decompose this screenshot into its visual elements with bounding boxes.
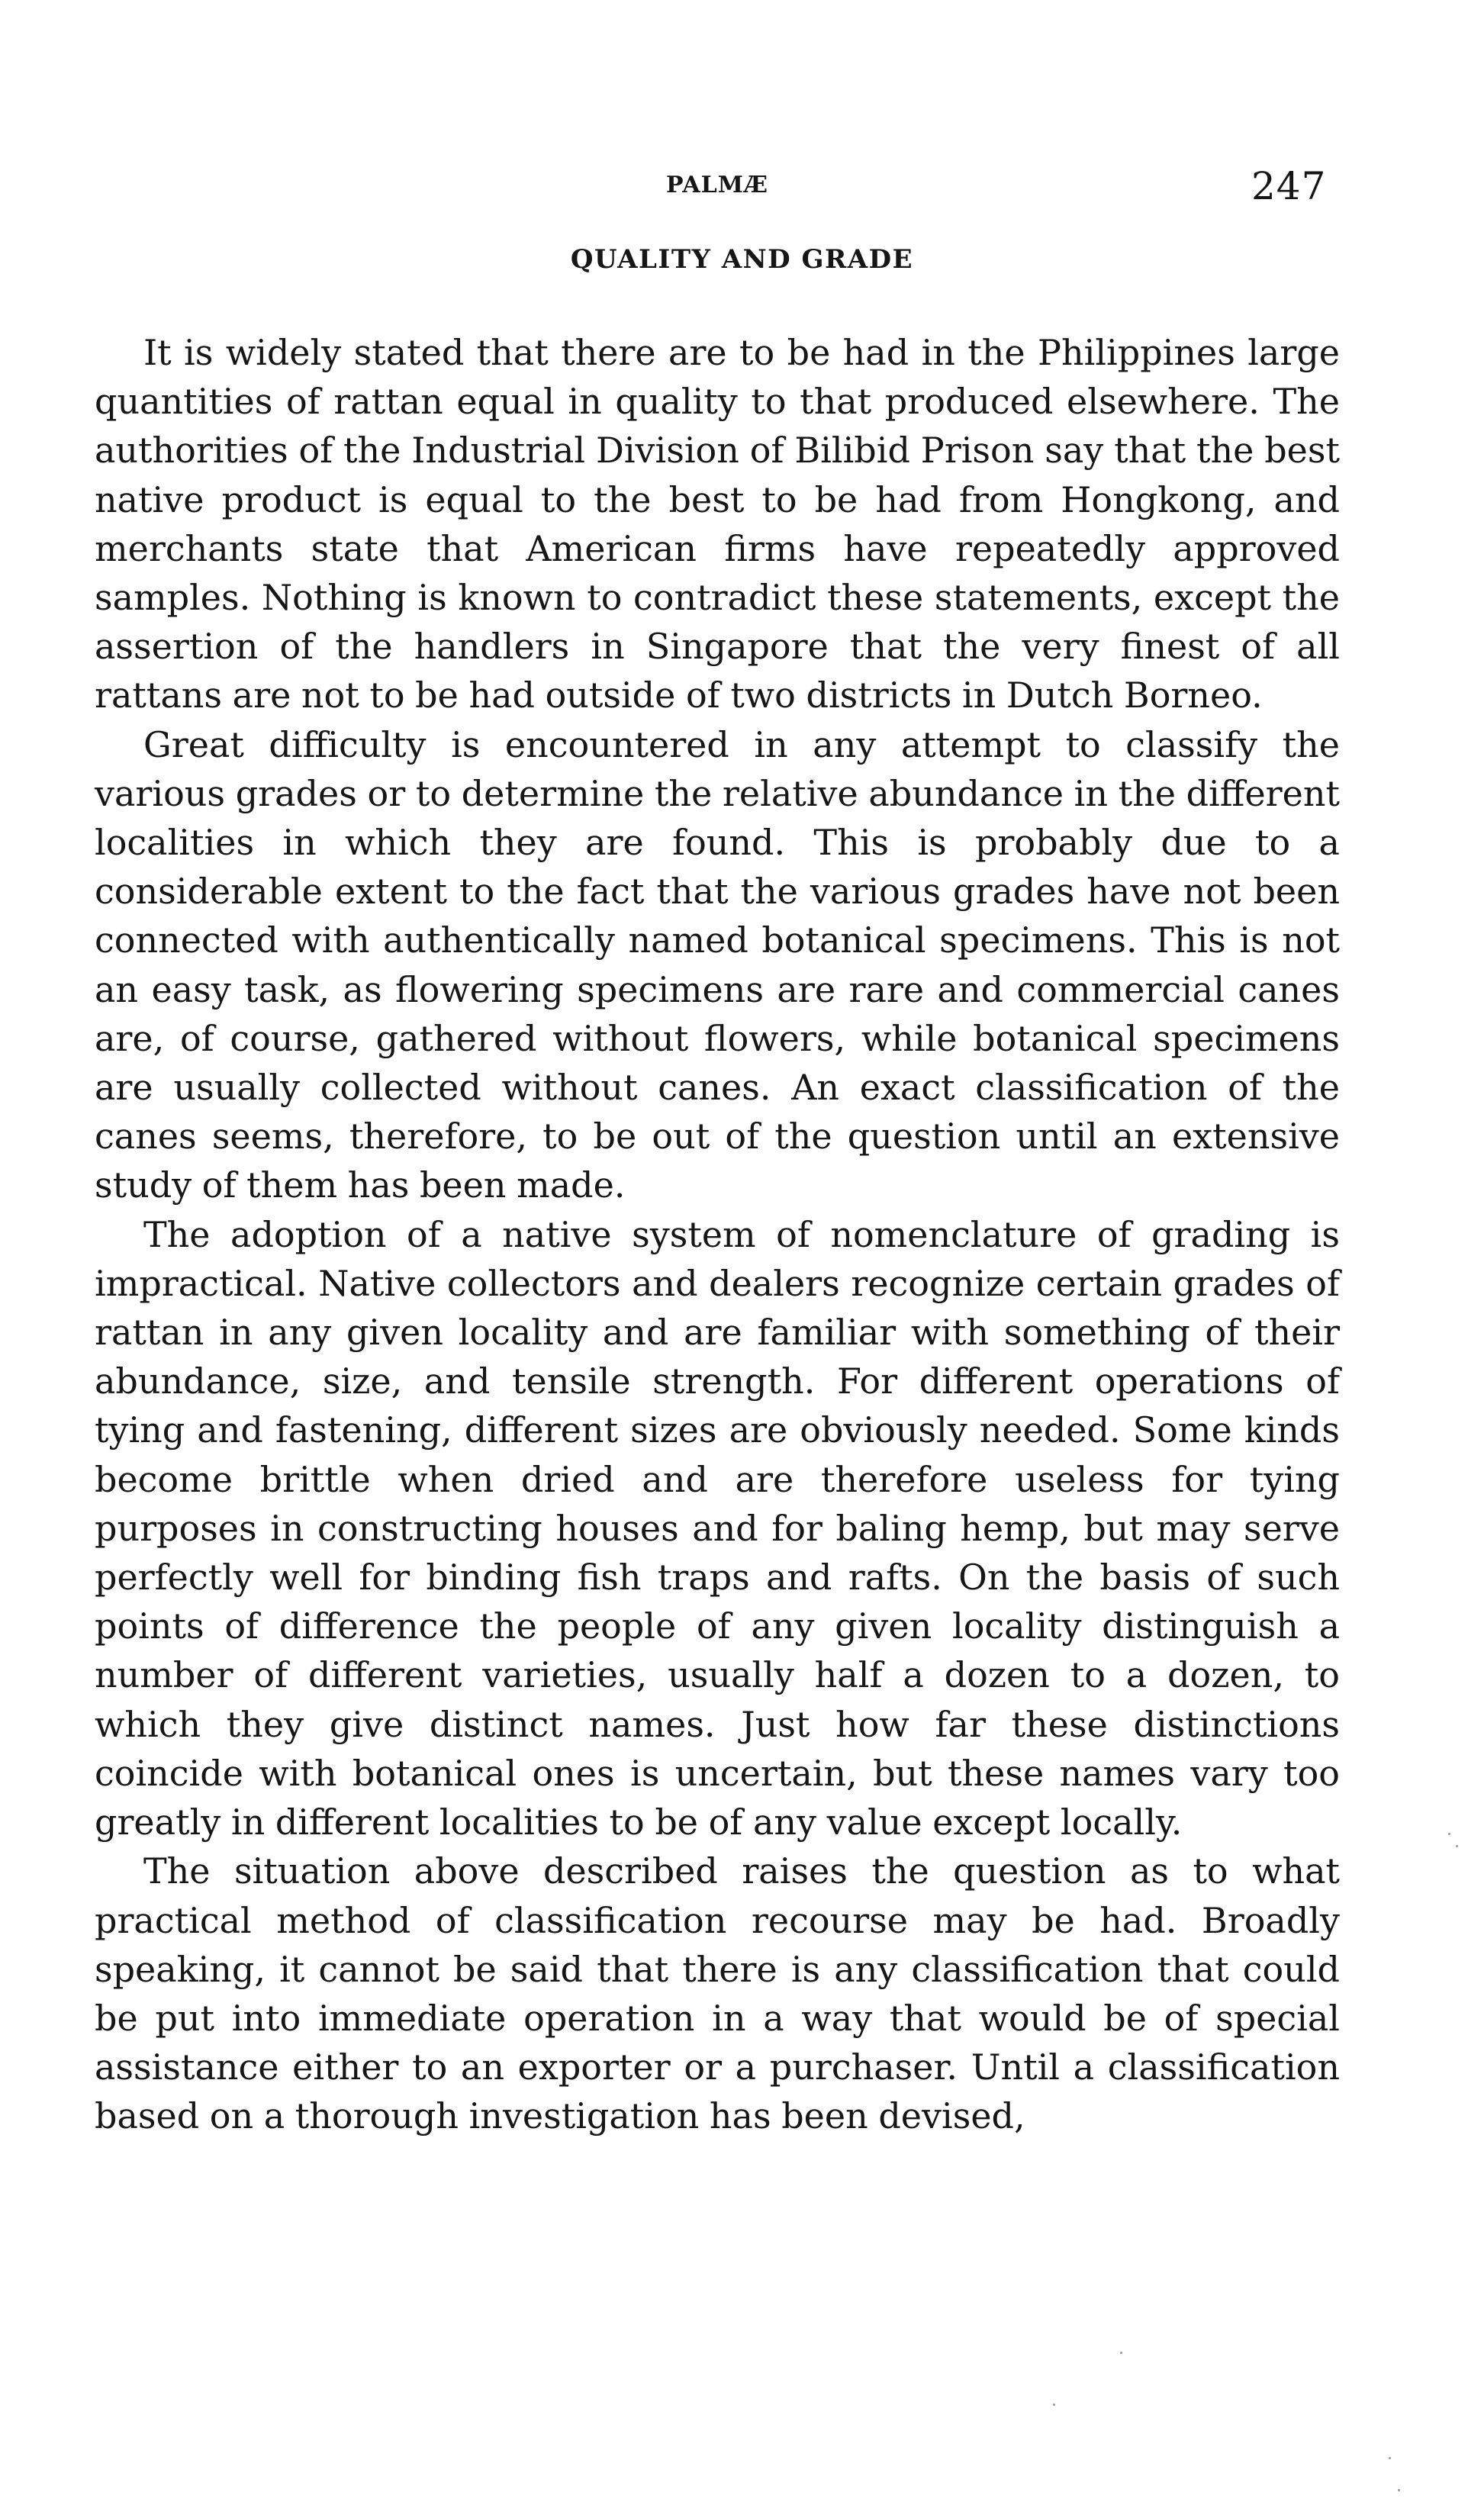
body-text [95, 328, 1340, 2141]
scan-speck [1456, 1845, 1458, 1847]
scan-speck [1389, 2457, 1391, 2459]
scan-speck [1120, 2352, 1122, 2354]
paragraph-2: Great difficulty is encountered in any attempt to classify the various grades or to determine the relative abundance in the different localities in which they are found. This is probably due to a considerable extent to the fact that the various grades have not been connected with authentically named botanical specimens. This is not an easy task, as flowering specimens are rare and commercial canes are, of course, gathered without flowers, while botanical specimens are usually collected without canes. An exact classification of the canes seems, therefore, to be out of the question until an extensive study of them has been made. [95, 723, 1340, 1206]
section-heading: QUALITY AND GRADE [570, 244, 914, 275]
paragraph-3: The adoption of a native system of nomenclature of grading is impractical. Native collectors and dealers recognize certain grades of rattan in any given locality and are familiar with something of their abundance, size, and tensile strength. For different operations of tying and fastening, different sizes are obviously needed. Some kinds become brittle when dried and are therefore useless for tying purposes in constructing houses and for baling hemp, but may serve perfectly well for binding fish traps and rafts. On the basis of such points of difference the people of any given locality distinguish a number of different varieties, usually half a dozen to a dozen, to which they give distinct names. Just how far these distinctions coincide with botanical ones is uncertain, but these names vary too greatly in different localities to be of any value except locally. [95, 1213, 1340, 1843]
page-number: 247 [1251, 164, 1327, 208]
scan-speck [1053, 2404, 1055, 2406]
running-head [0, 164, 1484, 210]
scan-speck [1398, 2489, 1400, 2491]
paragraph-1: It is widely stated that there are to be had in the Philippines large quantities of rattan equal in quality to that produced elsewhere. The authorities of the Industrial Division of Bilibid Prison say that the best native product is equal to the best to be had from Hongkong, and merchants state that American firms have repeatedly approved samples. Nothing is known to contradict these statements, except the assertion of the handlers in Singapore that the very finest of all rattans are not to be had outside of two districts in Dutch Borneo. [95, 332, 1340, 716]
paragraph-4: The situation above described raises the question as to what practical method of classification recourse may be had. Broadly speaking, it cannot be said that there is any classification that could be put into immediate operation in a way that would be of special assistance either to an exporter or a purchaser. Until a classification based on a thorough investigation has been devised, [95, 1850, 1340, 2137]
running-title: PALMÆ [666, 172, 768, 198]
scan-speck [1448, 1833, 1450, 1835]
